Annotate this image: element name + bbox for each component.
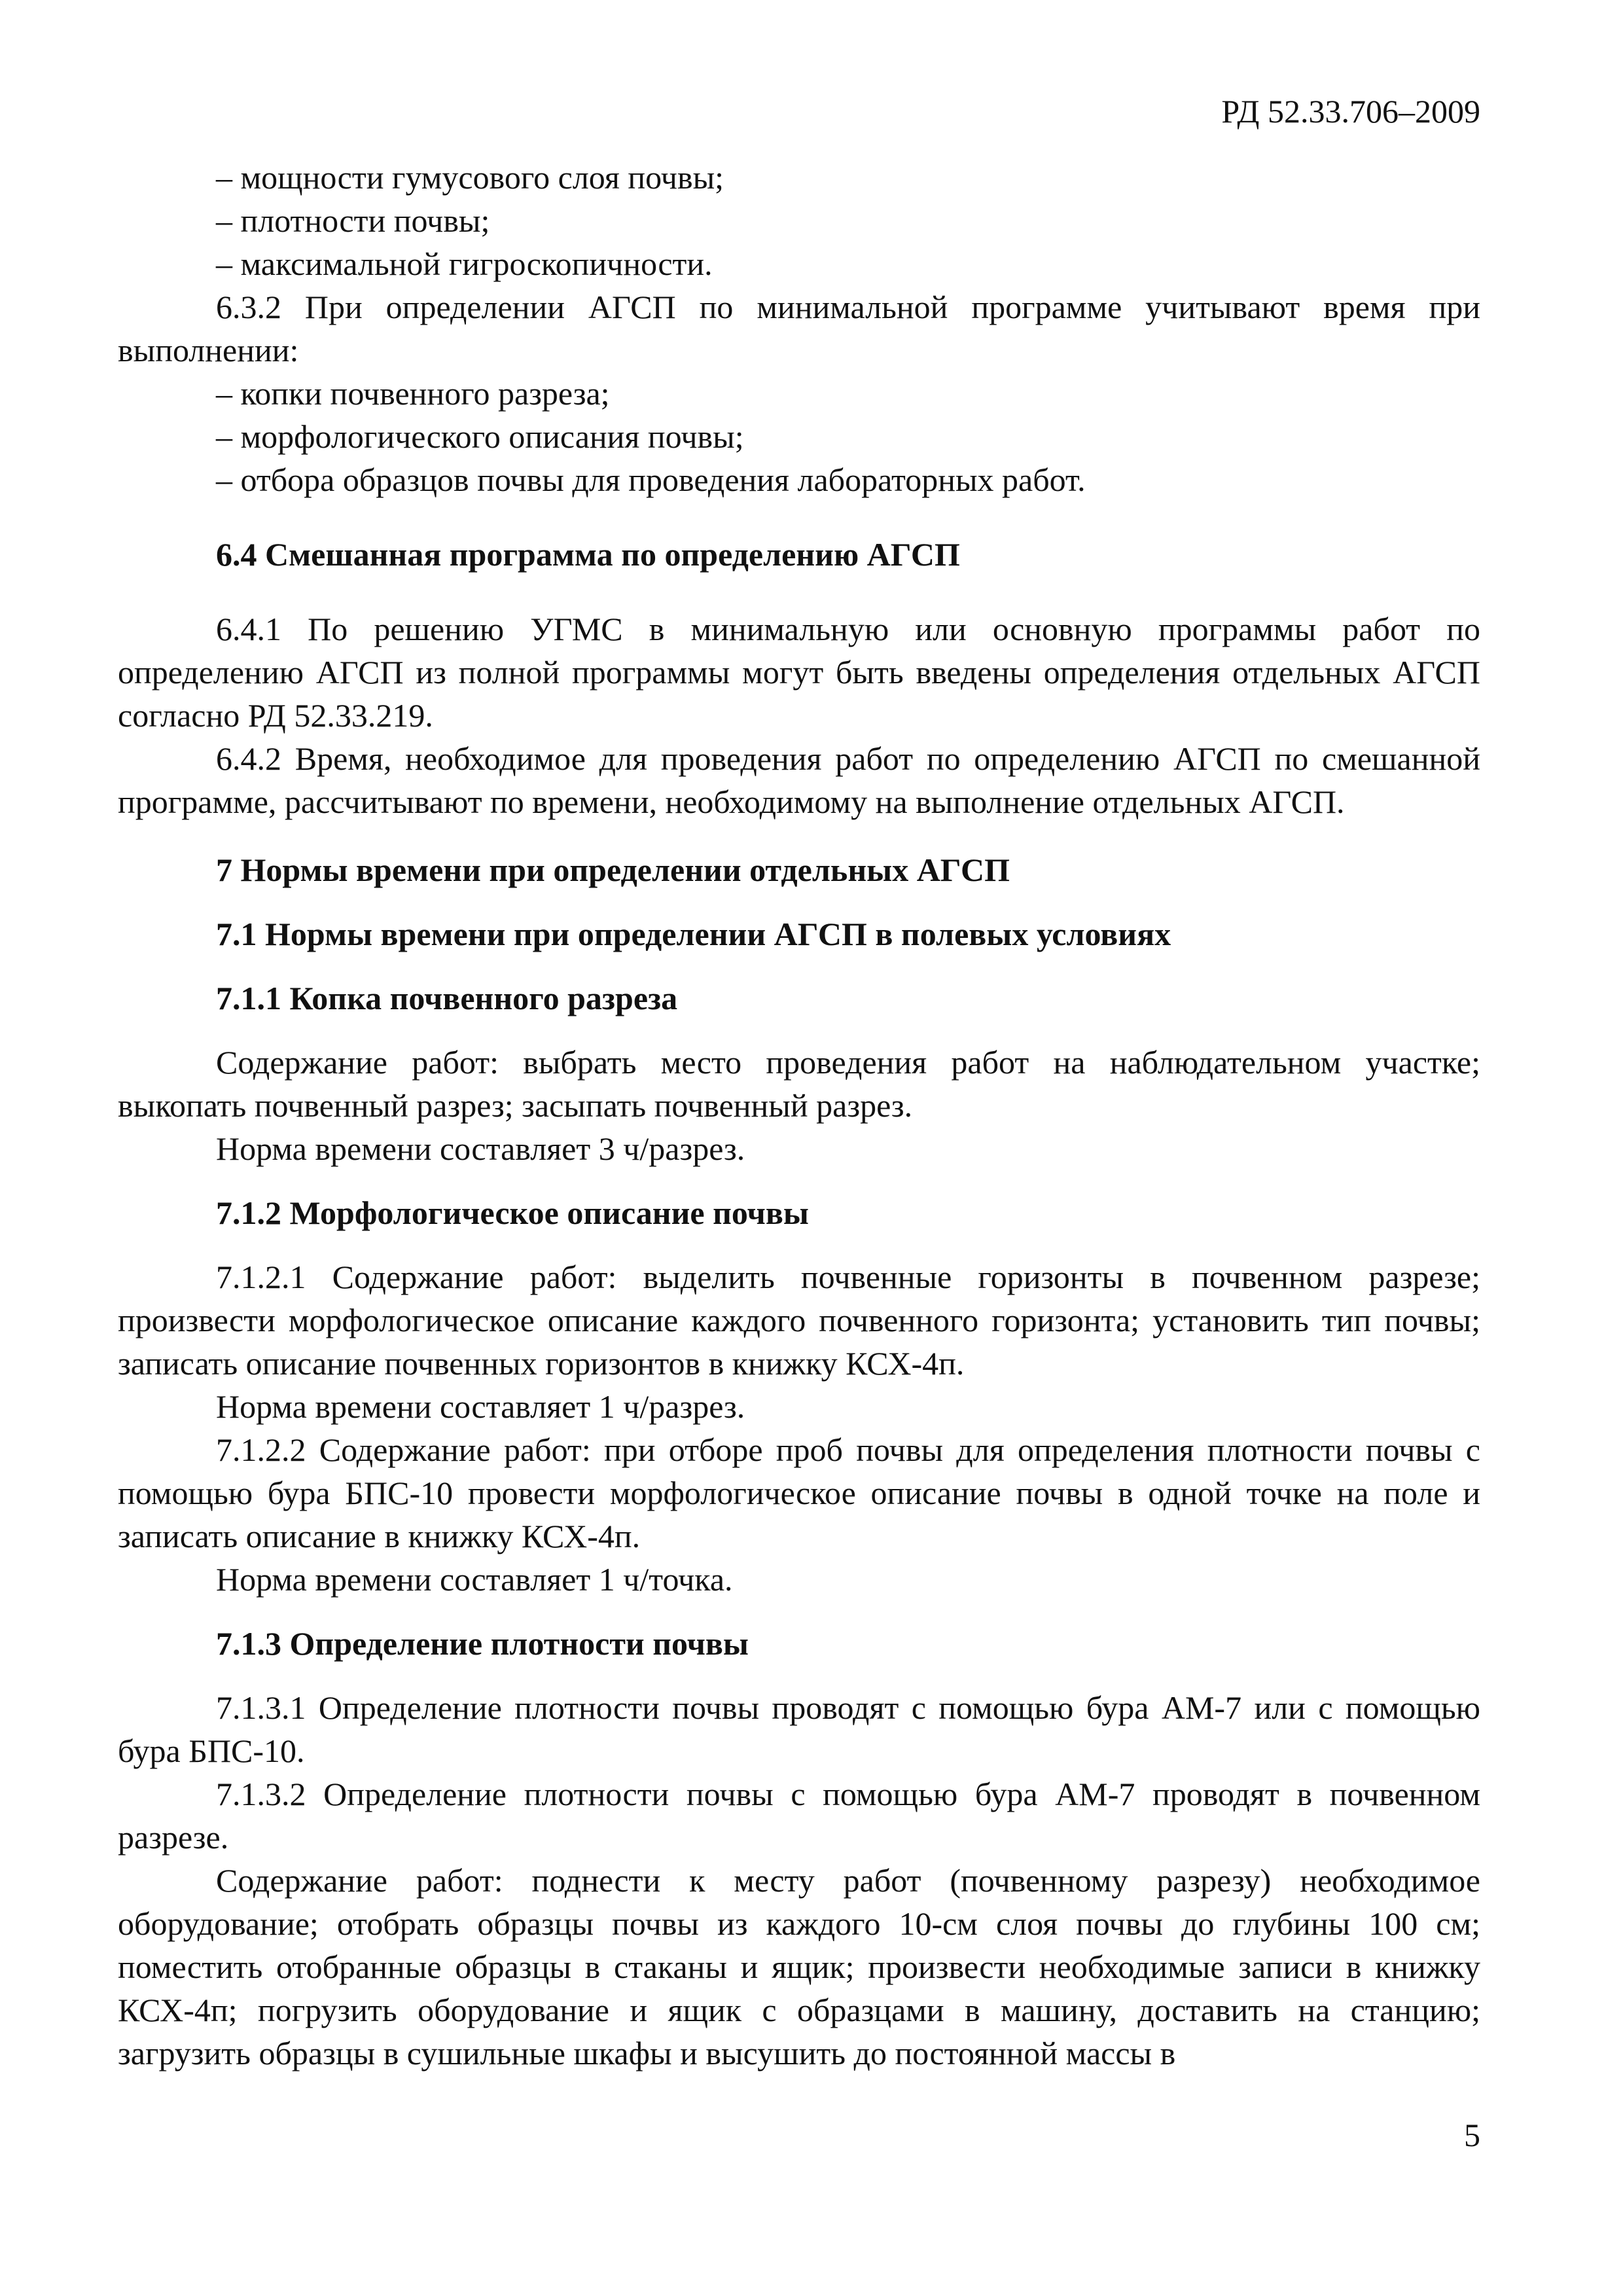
- paragraph: 6.4.2 Время, необходимое для проведения работ по определению АГСП по смешанной программе, рассчитывают по времени, необходимому на выполнение отдельных АГСП.: [118, 740, 1480, 820]
- page-number: 5: [1464, 2117, 1480, 2153]
- paragraph: 7.1.3.2 Определение плотности почвы с помощью бура АМ-7 проводят в почвенном разрезе.: [118, 1776, 1480, 1856]
- paragraph: 7.1.3.1 Определение плотности почвы проводят с помощью бура АМ-7 или с помощью бура БПС-10.: [118, 1689, 1480, 1769]
- list-item: – морфологического описания почвы;: [216, 418, 744, 455]
- list-item: – копки почвенного разреза;: [216, 375, 610, 412]
- paragraph: 6.4.1 По решению УГМС в минимальную или основную программы работ по определению АГСП из полной программы могут быть введены определения отдельных АГСП согласно РД 52.33.219.: [118, 611, 1480, 734]
- paragraph: Содержание работ: выбрать место проведения работ на наблюдательном участке; выкопать почвенный разрез; засыпать почвенный разрез.: [118, 1044, 1480, 1124]
- paragraph: 7.1.2.2 Содержание работ: при отборе проб почвы для определения плотности почвы с помощью бура БПС-10 провести морфологическое описание почвы в одной точке на поле и записать описание в книжку КСХ-4п.: [118, 1431, 1480, 1554]
- paragraph: Норма времени составляет 3 ч/разрез.: [216, 1130, 745, 1167]
- paragraph: 6.3.2 При определении АГСП по минимальной программе учитывают время при выполнении:: [118, 289, 1480, 368]
- paragraph: Норма времени составляет 1 ч/точка.: [216, 1561, 733, 1598]
- section-heading: 7.1.2 Морфологическое описание почвы: [216, 1194, 809, 1231]
- section-heading: 7 Нормы времени при определении отдельных АГСП: [216, 852, 1010, 888]
- list-item: – максимальной гигроскопичности.: [216, 245, 713, 282]
- paragraph: Норма времени составляет 1 ч/разрез.: [216, 1388, 745, 1425]
- document-number: РД 52.33.706–2009: [1221, 93, 1480, 130]
- list-item: – отбора образцов почвы для проведения лабораторных работ.: [216, 461, 1086, 498]
- section-heading: 6.4 Смешанная программа по определению АГСП: [216, 536, 960, 573]
- document-body: [118, 156, 1480, 2075]
- list-item: – плотности почвы;: [216, 202, 490, 239]
- section-heading: 7.1.3 Определение плотности почвы: [216, 1625, 749, 1662]
- paragraph: 7.1.2.1 Содержание работ: выделить почвенные горизонты в почвенном разрезе; произвести морфологическое описание каждого почвенного горизонта; установить тип почвы; записать описание почвенных горизонтов в книжку КСХ-4п.: [118, 1259, 1480, 1382]
- list-item: – мощности гумусового слоя почвы;: [216, 159, 724, 196]
- section-heading: 7.1 Нормы времени при определении АГСП в полевых условиях: [216, 916, 1171, 952]
- section-heading: 7.1.1 Копка почвенного разреза: [216, 980, 678, 1016]
- paragraph: Содержание работ: поднести к месту работ (почвенному разрезу) необходимое оборудование; отобрать образцы почвы из каждого 10-см слоя почвы до глубины 100 см; поместить отобранные образцы в стаканы и ящик; произвести необходимые записи в книжку КСХ-4п; погрузить оборудование и ящик с образцами в машину, доставить на станцию; загрузить образцы в сушильные шкафы и высушить до постоянной массы в: [118, 1862, 1480, 2072]
